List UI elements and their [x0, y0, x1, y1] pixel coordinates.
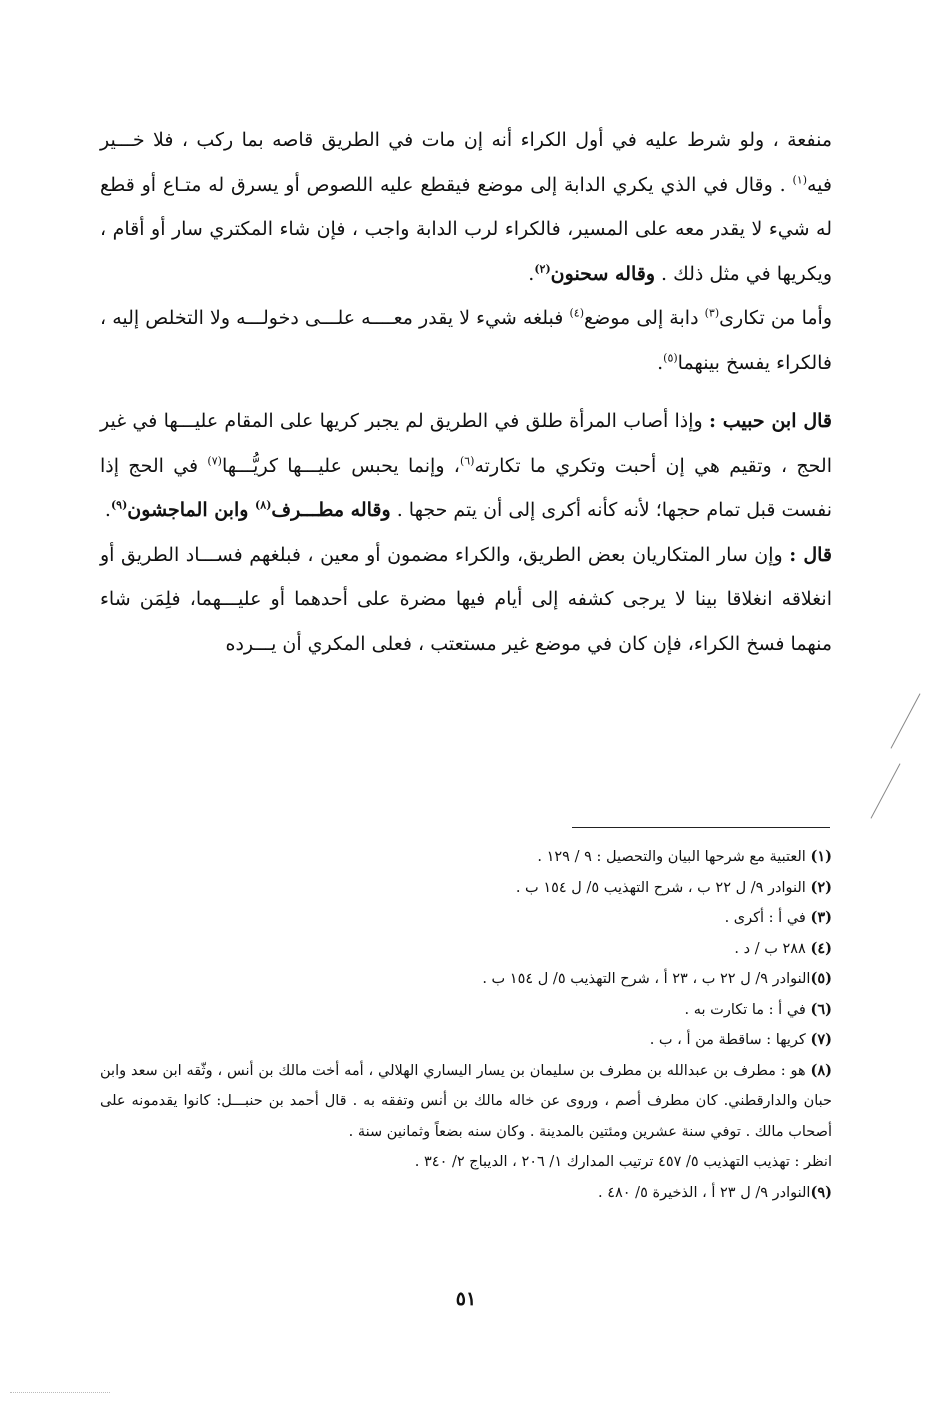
footnote-8-sources [100, 1147, 832, 1178]
paragraph-3 [100, 399, 832, 533]
footnote-5-number: (٥) [810, 970, 832, 987]
footnote-ref-7: (٧) [207, 454, 222, 468]
footnote-9-text: النوادر ٩/ ل ٢٣ أ ، الذخيرة ٥/ ٤٨٠ . [597, 1184, 811, 1201]
footnote-ref-9: (٩) [110, 498, 128, 512]
footnote-4-number: (٤) [810, 939, 832, 957]
footnote-8 [100, 1056, 832, 1148]
scan-edge-speck [10, 1392, 110, 1393]
footnote-6-text: في أ : ما تكارت به . [684, 1001, 811, 1018]
paragraph-4-bold-a: قال : [789, 543, 832, 566]
footnote-2-text: النوادر ٩/ ل ٢٢ ب ، شرح التهذيب ٥/ ل ١٥٤ ب . [515, 879, 811, 896]
footnote-4-text: ٢٨٨ ب / د . [734, 940, 811, 957]
paragraph-1-end: . [528, 262, 535, 285]
paragraph-3-end: . [104, 499, 111, 521]
footnote-separator [572, 827, 830, 828]
paragraph-2 [100, 296, 832, 385]
footnote-7 [100, 1025, 832, 1056]
footnote-ref-3: (٣) [704, 306, 720, 320]
paragraph-1-text: منفعة ، ولو شرط عليه في أول الكراء أنه إن مات في الطريق قاصه بما ركب ، فلا خـــير فيه [100, 129, 832, 196]
footnote-ref-8: (٨) [255, 498, 272, 512]
margin-scan-mark [871, 763, 901, 818]
footnote-1-number: (١) [810, 848, 832, 865]
paragraph-1-text-b: . وقال في الذي يكري الدابة إلى موضع فيقطع عليه اللصوص أو يسرق له متـاع أو قطع له شيء لا يقدر معه على المسير، فالكراء لرب الدابة واجب ، فإن شاء المكتري سار أو أقام ، ويكريها في مثل ذلك . [100, 173, 832, 285]
paragraph-2-text-b: دابة إلى موضع [583, 307, 705, 329]
footnote-ref-5: (٥) [663, 351, 678, 365]
footnote-8-text: هو : مطرف بن عبدالله بن مطرف بن سليمان بن يسار اليساري الهلالي ، أمه أخت مالك بن أنس ، وثّقه ابن سعد وابن حبان والدارقطني. كان مطرف أصم ، وروى عن خاله مالك بن أنس وتفقه به . قال أحمد بن حنبـــل: كانوا يقدمونه على أصحاب مالك . توفي سنة عشرين ومئتين بالمدينة . وكان سنه بضعاً وثمانين سنة . [100, 1062, 832, 1140]
footnote-5 [100, 964, 832, 995]
paragraph-4-text: وإن سار المتكاريان بعض الطريق، والكراء مضمون أو معين ، فبلغهم فســـاد الطريق أو انغلاقه انغلاقا بينا لا يرجى كشفه إلى أيام فيها مضرة على أحدهما أو عليـــهما، فلِمَن شاء منهما فسخ الكراء، فإن كان في موضع غير مستعتب ، فعلى المكري أن يـــرده [100, 543, 832, 655]
paragraph-1-bold: وقاله سحنون [550, 262, 655, 285]
paragraph-3-text-c: في الحج إذا نفست قبل تمام حجها؛ لأنه كأنه أكرى إلى أن يتم حجها . [100, 454, 832, 521]
footnote-7-number: (٧) [810, 1031, 832, 1048]
footnote-7-text: كريها : ساقطة من أ ، ب . [649, 1032, 811, 1048]
footnote-4 [100, 934, 832, 965]
footnotes [100, 842, 832, 1208]
footnote-6-number: (٦) [810, 1000, 832, 1018]
paragraph-2-text-c: فبلغه شيء لا يقدر معــــه علـــى دخولـــه ولا التخلص إليه ، فالكراء يفسخ بينهما [100, 307, 832, 374]
paragraph-4 [100, 533, 832, 667]
paragraph-1 [100, 118, 832, 296]
paragraph-3-text-a: وإذا أصاب المرأة طلق في الطريق لم يجبر كريها على المقام عليـــها في غير الحج ، وتقيم هي إن أحبت وتكري ما تكارته [100, 410, 833, 477]
footnote-8-number: (٨) [810, 1061, 832, 1079]
footnote-ref-6: (٦) [459, 454, 475, 468]
paragraph-3-bold-c: وابن الماجشون [127, 499, 256, 521]
footnote-8-sources-text: انظر : تهذيب التهذيب ٥/ ٤٥٧ ترتيب المدارك ١/ ٢٠٦ ، الديباج ٢/ ٣٤٠ . [414, 1154, 832, 1170]
footnote-ref-4: (٤) [569, 306, 584, 320]
footnote-6 [100, 995, 832, 1026]
footnote-ref-2: (٢) [534, 262, 551, 276]
footnote-3-text: في أ : أكرى . [724, 910, 811, 926]
paragraph-2-text-a: وأما من تكارى [719, 307, 833, 329]
paragraph-3-bold-a: قال ابن حبيب : [708, 410, 833, 432]
footnote-2 [100, 873, 832, 904]
footnote-1-text: العتبية مع شرحها البيان والتحصيل : ٩ / ١٢٩ . [537, 849, 811, 865]
margin-scan-mark [891, 693, 921, 748]
footnote-3-number: (٣) [810, 909, 832, 926]
footnote-1 [100, 842, 832, 873]
footnote-9-number: (٩) [810, 1183, 832, 1201]
page-number: ٥١ [455, 1288, 477, 1310]
main-text [100, 118, 832, 666]
footnote-2-number: (٢) [810, 878, 832, 896]
footnote-ref-1: (١) [792, 173, 807, 187]
footnote-5-text: النوادر ٩/ ل ٢٢ ب ، ٢٣ أ ، شرح التهذيب ٥/ ل ١٥٤ ب . [482, 971, 811, 987]
paragraph-3-bold-b: وقاله مطـــرف [271, 499, 391, 521]
footnote-9 [100, 1178, 832, 1209]
footnote-3 [100, 903, 832, 934]
paragraph-2-end: . [657, 351, 664, 374]
paragraph-3-text-b: ، وإنما يحبس عليـــها كريُّـــها [221, 454, 460, 477]
